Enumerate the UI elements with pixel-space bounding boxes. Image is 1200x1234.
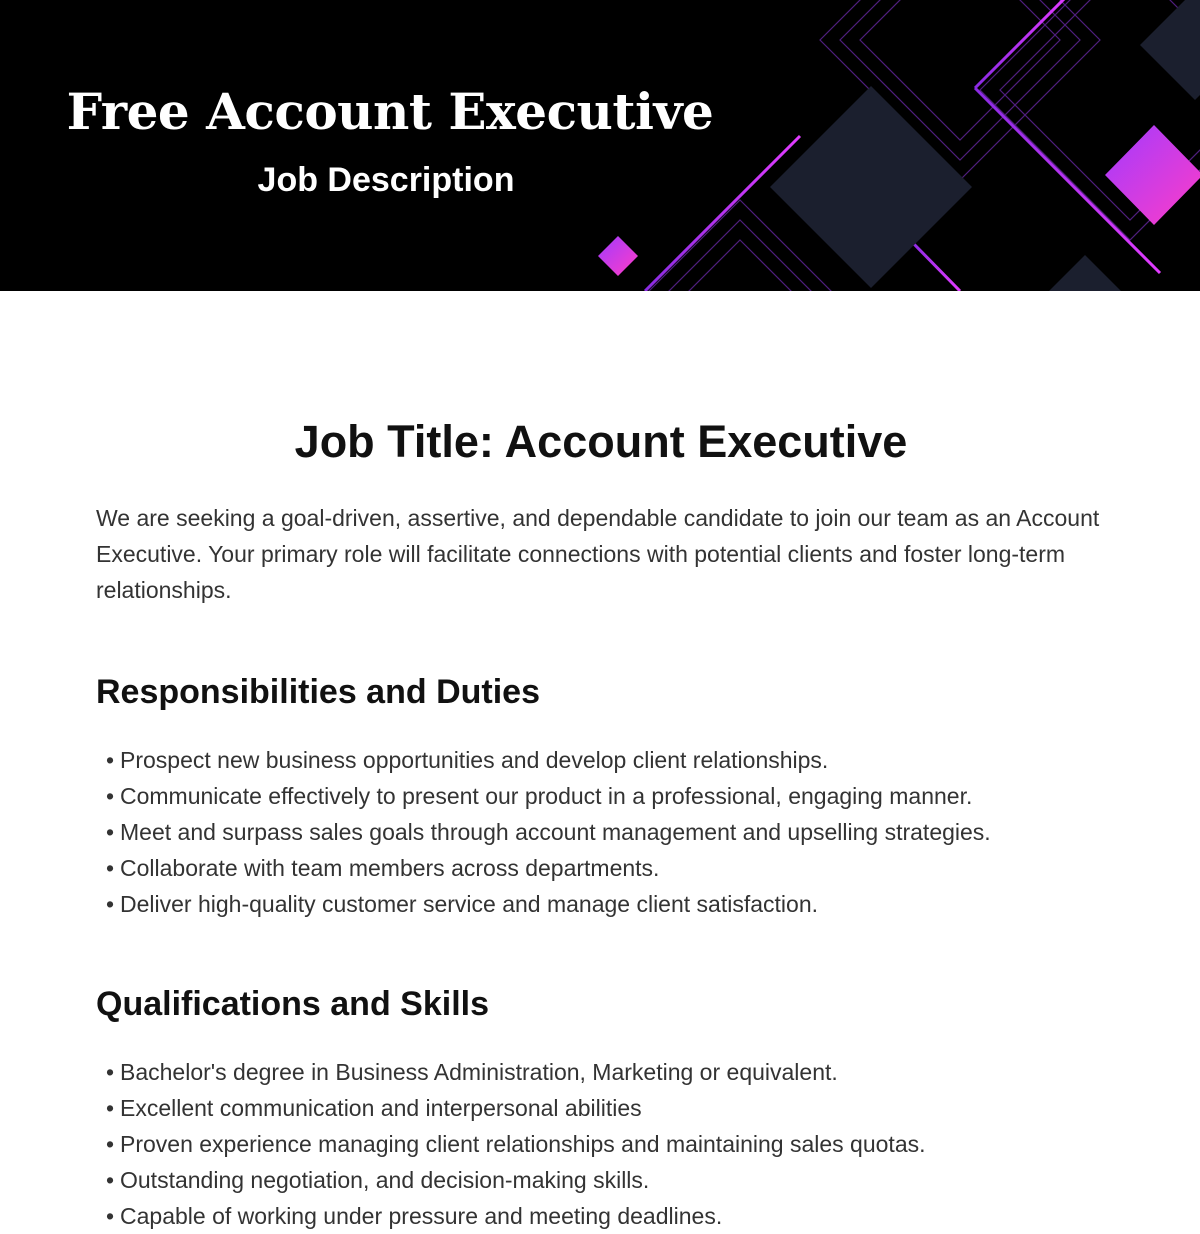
qualifications-list	[96, 1054, 1106, 1234]
banner-subtitle: Job Description	[257, 161, 515, 199]
responsibilities-list	[96, 742, 1106, 922]
bullet-icon: •	[106, 1059, 115, 1085]
banner-title: Free Account Executive	[66, 82, 714, 141]
qualifications-heading: Qualifications and Skills	[96, 985, 489, 1023]
job-description-body	[96, 412, 1106, 1234]
responsibilities-section	[96, 670, 1106, 922]
list-item	[106, 1162, 1106, 1198]
list-item-text: Meet and surpass sales goals through account management and upselling strategies.	[120, 819, 991, 845]
bullet-icon: •	[106, 1131, 115, 1157]
list-item-text: Prospect new business opportunities and develop client relationships.	[120, 747, 829, 773]
bullet-icon: •	[106, 891, 115, 917]
list-item-text: Proven experience managing client relationships and maintaining sales quotas.	[120, 1131, 926, 1157]
list-item-text: Bachelor's degree in Business Administration, Marketing or equivalent.	[120, 1059, 838, 1085]
list-item-text: Capable of working under pressure and meeting deadlines.	[120, 1203, 723, 1229]
bullet-icon: •	[106, 1203, 115, 1229]
bullet-icon: •	[106, 1167, 115, 1193]
list-item-text: Deliver high-quality customer service and manage client satisfaction.	[120, 891, 818, 917]
qualifications-section	[96, 982, 1106, 1234]
list-item-text: Outstanding negotiation, and decision-making skills.	[120, 1167, 650, 1193]
list-item-text: Excellent communication and interpersonal abilities	[120, 1095, 642, 1121]
decorative-geometric-pattern	[0, 0, 1200, 291]
list-item	[106, 1090, 1106, 1126]
list-item	[106, 886, 1106, 922]
bullet-icon: •	[106, 783, 115, 809]
pink-diamond-small	[598, 236, 638, 276]
list-item	[106, 1198, 1106, 1234]
job-title-heading: Job Title: Account Executive	[294, 416, 908, 467]
list-item-text: Collaborate with team members across departments.	[120, 855, 660, 881]
bullet-icon: •	[106, 819, 115, 845]
list-item	[106, 1054, 1106, 1090]
header-banner	[0, 0, 1200, 291]
list-item	[106, 850, 1106, 886]
responsibilities-heading: Responsibilities and Duties	[96, 673, 540, 711]
bullet-icon: •	[106, 747, 115, 773]
intro-paragraph: We are seeking a goal-driven, assertive, and dependable candidate to join our team as an Account Executive. Your primary role will facilitate connections with potential clients and foster long-term relationships.	[96, 505, 1100, 603]
list-item	[106, 778, 1106, 814]
list-item	[106, 814, 1106, 850]
bullet-icon: •	[106, 1095, 115, 1121]
list-item	[106, 1126, 1106, 1162]
list-item	[106, 742, 1106, 778]
bullet-icon: •	[106, 855, 115, 881]
list-item-text: Communicate effectively to present our product in a professional, engaging manner.	[120, 783, 973, 809]
